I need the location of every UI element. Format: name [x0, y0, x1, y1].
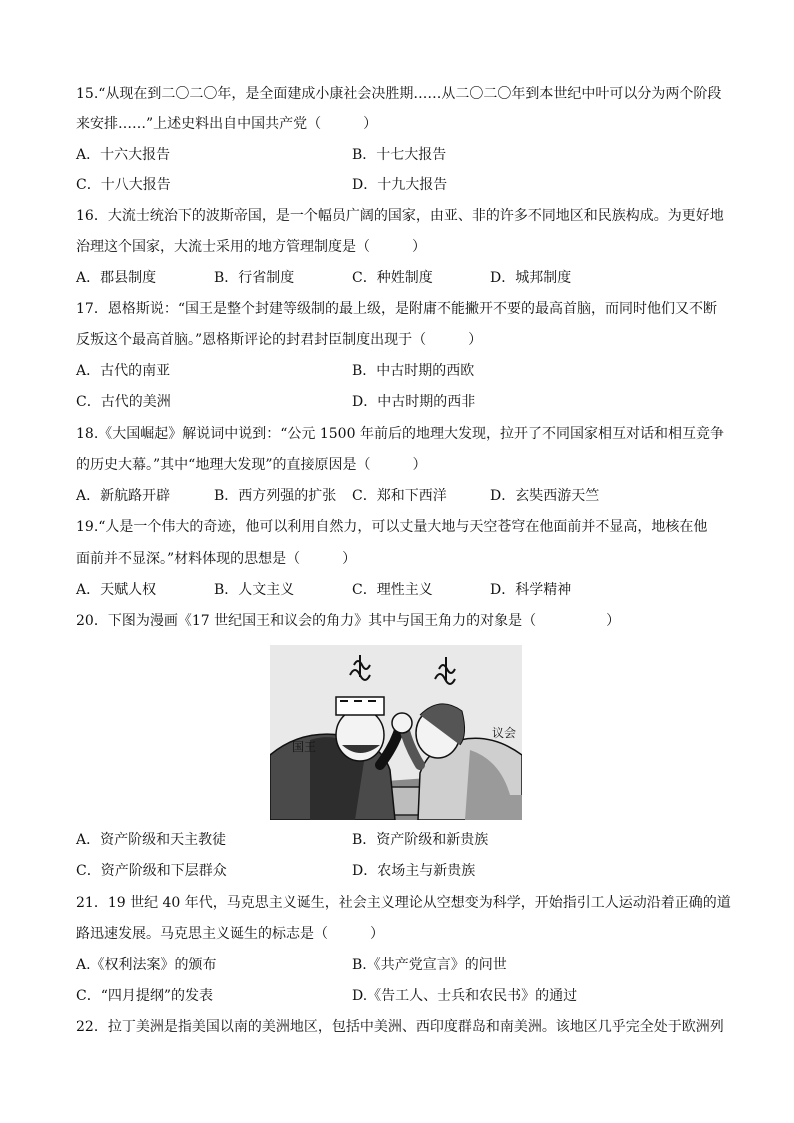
q18-stem-line2: 的历史大幕。”其中“地理大发现”的直接原因是（ ）: [76, 457, 427, 473]
q20-option-b[interactable]: B．资产阶级和新贵族: [352, 832, 489, 848]
q17-option-a[interactable]: A．古代的南亚: [76, 363, 171, 379]
q18-option-b[interactable]: B．西方列强的扩张: [214, 488, 337, 504]
q18-option-d[interactable]: D．玄奘西游天竺: [490, 488, 600, 504]
q16-option-a[interactable]: A．郡县制度: [76, 270, 157, 286]
q21-stem-line1: 21．19 世纪 40 年代，马克思主义诞生，社会主义理论从空想变为科学，开始指引工人运动沿着正确的道: [76, 895, 731, 911]
label-parliament: 议会: [492, 726, 517, 740]
q22-stem-line1: 22．拉丁美洲是指美国以南的美洲地区，包括中美洲、西印度群岛和南美洲。该地区几乎完全处于欧洲列: [76, 1019, 724, 1035]
q17-option-b[interactable]: B．中古时期的西欧: [352, 363, 475, 379]
q21-option-a[interactable]: A.《权利法案》的颁布: [76, 957, 217, 973]
q20-option-a[interactable]: A．资产阶级和天主教徒: [76, 832, 227, 848]
q15-option-d[interactable]: D．十九大报告: [352, 177, 448, 193]
q15-option-a[interactable]: A．十六大报告: [76, 147, 171, 163]
q20-stem-line1: 20．下图为漫画《17 世纪国王和议会的角力》其中与国王角力的对象是（ ）: [76, 613, 621, 629]
q17-stem-line1: 17．恩格斯说：“国王是整个封建等级制的最上级，是附庸不能撇开不要的最高首脑，而同时他们又不断: [76, 301, 717, 317]
q18-option-a[interactable]: A．新航路开辟: [76, 488, 171, 504]
q20-option-d[interactable]: D．农场主与新贵族: [352, 863, 476, 879]
q17-option-d[interactable]: D．中古时期的西非: [352, 394, 476, 410]
cartoon-king-vs-parliament: [270, 645, 522, 820]
q16-stem-line2: 治理这个国家，大流士采用的地方管理制度是（ ）: [76, 239, 426, 255]
q16-option-d[interactable]: D．城邦制度: [490, 270, 572, 286]
q15-option-c[interactable]: C．十八大报告: [76, 177, 171, 193]
q19-stem-line2: 面前并不显深。”材料体现的思想是（ ）: [76, 551, 357, 567]
q17-option-c[interactable]: C．古代的美洲: [76, 394, 171, 410]
cartoon-illustration: [270, 645, 522, 820]
q15-stem-line1: 15.“从现在到二〇二〇年，是全面建成小康社会决胜期……从二〇二〇年到本世纪中叶可以分为两个阶段: [76, 86, 722, 102]
q16-option-b[interactable]: B．行省制度: [214, 270, 295, 286]
q16-option-c[interactable]: C．种姓制度: [352, 270, 433, 286]
q19-option-b[interactable]: B．人文主义: [214, 582, 295, 598]
q17-stem-line2: 反叛这个最高首脑。”恩格斯评论的封君封臣制度出现于（ ）: [76, 332, 483, 348]
q21-stem-line2: 路迅速发展。马克思主义诞生的标志是（ ）: [76, 926, 384, 942]
q21-option-d[interactable]: D.《告工人、士兵和农民书》的通过: [352, 988, 578, 1004]
q20-option-c[interactable]: C．资产阶级和下层群众: [76, 863, 227, 879]
q19-stem-line1: 19.“人是一个伟大的奇迹，他可以利用自然力，可以丈量大地与天空苍穹在他面前并不显高，地核在他: [76, 519, 708, 535]
q19-option-c[interactable]: C．理性主义: [352, 582, 433, 598]
q19-option-a[interactable]: A．天赋人权: [76, 582, 157, 598]
q21-option-b[interactable]: B.《共产党宣言》的问世: [352, 957, 507, 973]
q15-option-b[interactable]: B．十七大报告: [352, 147, 447, 163]
q15-stem-line2: 来安排……”上述史料出自中国共产党（ ）: [76, 116, 378, 132]
q19-option-d[interactable]: D．科学精神: [490, 582, 572, 598]
q21-option-c[interactable]: C．“四月提纲”的发表: [76, 988, 214, 1004]
q18-option-c[interactable]: C．郑和下西洋: [352, 488, 447, 504]
q16-stem-line1: 16．大流士统治下的波斯帝国，是一个幅员广阔的国家，由亚、非的许多不同地区和民族构成。为更好地: [76, 208, 724, 224]
label-king: 国王: [292, 740, 317, 754]
q18-stem-line1: 18.《大国崛起》解说词中说到：“公元 1500 年前后的地理大发现，拉开了不同国家相互对话和相互竞争: [76, 426, 724, 442]
